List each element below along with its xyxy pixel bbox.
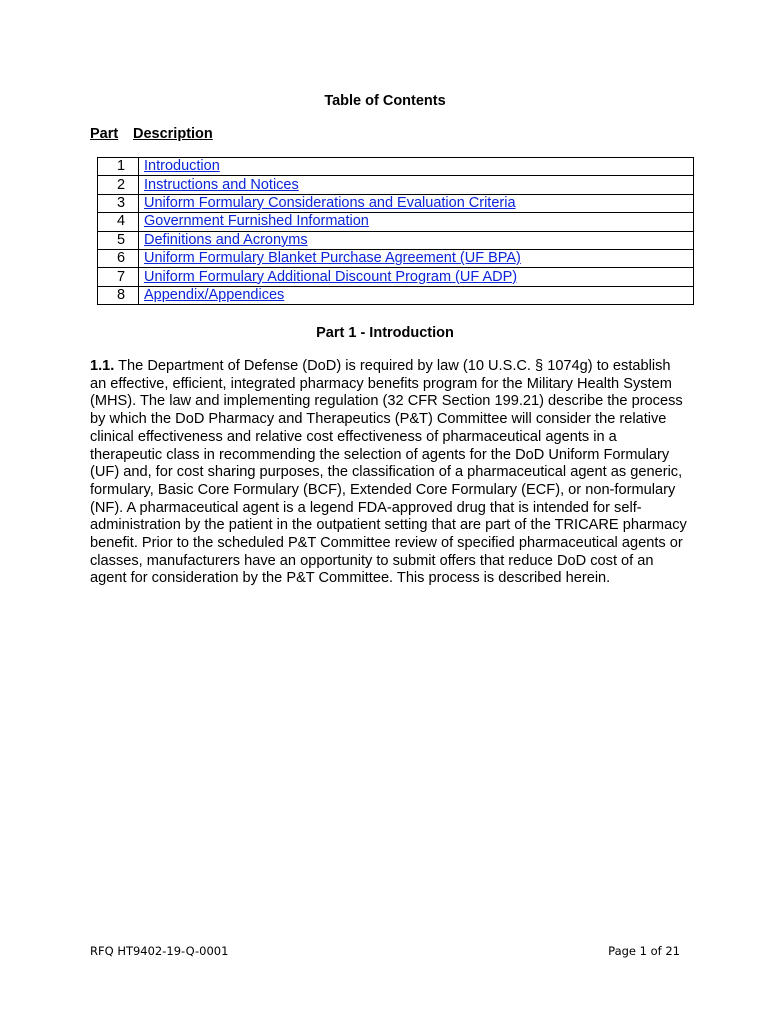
table-row: [98, 176, 694, 194]
toc-row-number: 4: [98, 213, 139, 231]
toc-row-number: 5: [98, 231, 139, 249]
toc-link-uf-adp[interactable]: Uniform Formulary Additional Discount Program (UF ADP): [144, 268, 518, 285]
toc-link-uf-bpa[interactable]: Uniform Formulary Blanket Purchase Agreement (UF BPA): [144, 250, 521, 267]
toc-header: [90, 126, 213, 142]
table-row: [98, 213, 694, 231]
toc-row-number: 1: [98, 158, 139, 176]
table-row: [98, 194, 694, 212]
table-row: [98, 268, 694, 286]
toc-table: [97, 157, 694, 305]
toc-header-part: Part: [90, 126, 119, 142]
toc-row-number: 3: [98, 194, 139, 212]
table-row: [98, 286, 694, 304]
toc-row-number: 2: [98, 176, 139, 194]
toc-link-instructions[interactable]: Instructions and Notices: [144, 176, 299, 193]
toc-header-description: Description: [133, 126, 213, 142]
toc-link-considerations[interactable]: Uniform Formulary Considerations and Evaluation Criteria: [144, 194, 516, 211]
section-number: 1.1.: [90, 358, 115, 374]
part-1-title: Part 1 - Introduction: [316, 325, 454, 341]
introduction-paragraph: [90, 358, 690, 588]
paragraph-text: The Department of Defense (DoD) is required by law (10 U.S.C. § 1074g) to establish an effective, efficient, integrated pharmacy benefits program for the Military Health System (MHS). The law and implementing regulation (32 CFR Section 199.21) describe the process by which the DoD Pharmacy and Therapeutics (P&T) Committee will consider the relative clinical effectiveness and relative cost effectiveness of pharmaceutical agents in a therapeutic class in recommending the selection of agents for the DoD Uniform Formulary (UF) and, for cost sharing purposes, the classification of a pharmaceutical agent as generic, formulary, Basic Core Formulary (BCF), Extended Core Formulary (ECF), or non-formulary (NF). A pharmaceutical agent is a legend FDA-approved drug that is intended for self-administration by the patient in the outpatient setting that are part of the TRICARE pharmacy benefit. Prior to the scheduled P&T Committee review of specified pharmaceutical agents or classes, manufacturers have an opportunity to submit offers that reduce DoD cost of an agent for consideration by the P&T Committee. This process is described herein.: [90, 358, 687, 587]
toc-title: Table of Contents: [324, 93, 446, 109]
table-row: [98, 249, 694, 267]
footer-document-id: RFQ HT9402-19-Q-0001: [90, 944, 229, 958]
toc-link-government-info[interactable]: Government Furnished Information: [144, 213, 369, 230]
toc-link-introduction[interactable]: Introduction: [144, 158, 220, 175]
toc-link-appendix[interactable]: Appendix/Appendices: [144, 286, 285, 303]
toc-row-number: 8: [98, 286, 139, 304]
table-row: [98, 158, 694, 176]
toc-row-number: 6: [98, 249, 139, 267]
toc-row-number: 7: [98, 268, 139, 286]
table-row: [98, 231, 694, 249]
toc-link-definitions[interactable]: Definitions and Acronyms: [144, 231, 308, 248]
footer-page-number: Page 1 of 21: [608, 944, 680, 958]
